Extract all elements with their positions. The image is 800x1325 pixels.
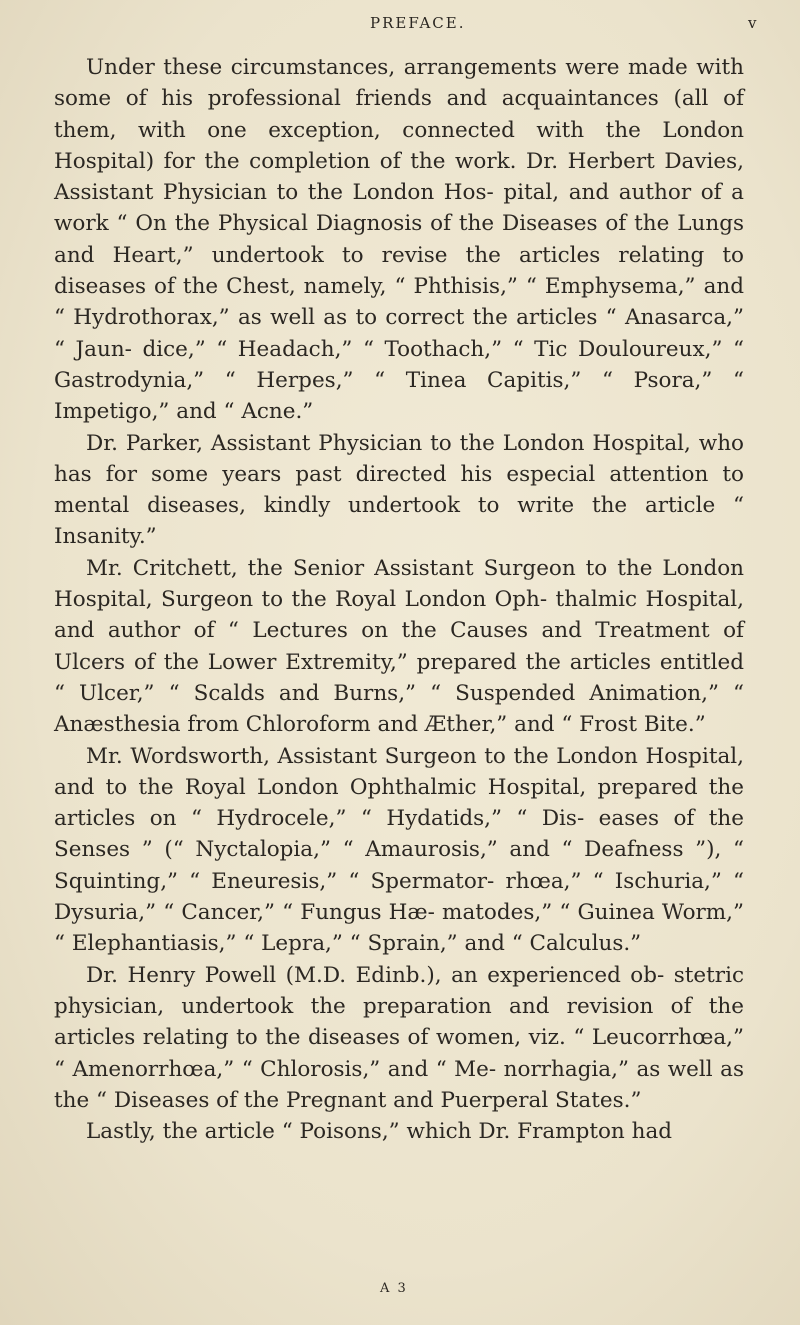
paragraph-powell: Dr. Henry Powell (M.D. Edinb.), an experienced ob- stetric physician, undertook the preparation and revision of the articles relating to the diseases of women, viz. “ Leucorrhœa,” “ Amenorrhœa,” “ Chlorosis,” and “ Me- norrhagia,” as well as the “ Diseases of the Pregnant and Puerperal States.”	[54, 962, 744, 1113]
running-title: PREFACE.	[370, 14, 466, 32]
signature-mark: A 3	[380, 1281, 408, 1296]
paragraph-poisons: Lastly, the article “ Poisons,” which Dr. Frampton had	[86, 1119, 673, 1145]
body-text	[54, 52, 744, 1147]
paragraph-wordsworth: Mr. Wordsworth, Assistant Surgeon to the London Hospital, and to the Royal London Ophthalmic Hospital, prepared the articles on “ Hydrocele,” “ Hydatids,” “ Dis- eases of the Senses ” (“ Nyctalopia,” “ Amaurosis,” and “ Deafness ”), “ Squinting,” “ Eneuresis,” “ Spermator- rhœa,” “ Ischuria,” “ Dysuria,” “ Cancer,” “ Fungus Hæ- matodes,” “ Guinea Worm,” “ Elephantiasis,” “ Lepra,” “ Sprain,” and “ Calculus.”	[54, 743, 744, 957]
paragraph-parker: Dr. Parker, Assistant Physician to the London Hospital, who has for some years past directed his especial attention to mental diseases, kindly undertook to write the article “ Insanity.”	[54, 430, 744, 550]
paragraph-davies: Under these circumstances, arrangements were made with some of his professional friends and acquaintances (all of them, with one exception, connected with the London Hospital) for the completion of the work. Dr. Herbert Davies, Assistant Physician to the London Hos- pital, and author of a work “ On the Physical Diagnosis of the Diseases of the Lungs and Heart,” undertook to revise the articles relating to diseases of the Chest, namely, “ Phthisis,” “ Emphysema,” and “ Hydrothorax,” as well as to correct the articles “ Anasarca,” “ Jaun- dice,” “ Headach,” “ Toothach,” “ Tic Douloureux,” “ Gastrodynia,” “ Herpes,” “ Tinea Capitis,” “ Psora,” “ Impetigo,” and “ Acne.”	[54, 55, 744, 425]
page-number: v	[748, 14, 759, 32]
running-head	[0, 8, 800, 38]
paragraph-critchett: Mr. Critchett, the Senior Assistant Surgeon to the London Hospital, Surgeon to the Royal London Oph- thalmic Hospital, and author of “ Lectures on the Causes and Treatment of Ulcers of the Lower Extremity,” prepared the articles entitled “ Ulcer,” “ Scalds and Burns,” “ Suspended Animation,” “ Anæsthesia from Chloroform and Æther,” and “ Frost Bite.”	[54, 555, 744, 738]
